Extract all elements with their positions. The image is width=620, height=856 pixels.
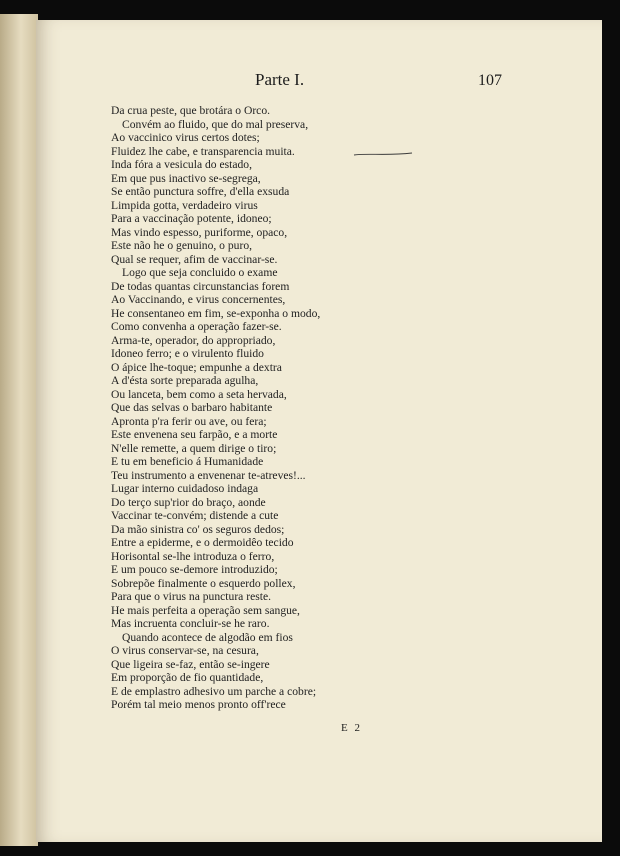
poem-line: Horisontal se-lhe introduza o ferro, — [111, 549, 275, 563]
poem-line: A d'ésta sorte preparada agulha, — [111, 374, 259, 387]
poem-line: Teu instrumento a envenenar te-atreves!... — [111, 468, 306, 482]
poem-line: O ápice lhe-toque; empunhe a dextra — [111, 360, 282, 374]
poem-line: Ao Vaccinando, e virus concernentes, — [111, 293, 286, 306]
poem-line: Este não he o genuino, o puro, — [111, 239, 253, 252]
poem-line: Do terço sup'rior do braço, aonde — [111, 495, 266, 509]
poem-line: Porém tal meio menos pronto off'rece — [111, 698, 286, 711]
poem-line: Idoneo ferro; e o virulento fluido — [111, 347, 264, 360]
poem-line: Logo que seja concluido o exame — [122, 266, 278, 279]
poem-line: E de emplastro adhesivo um parche a cobre; — [111, 684, 317, 698]
poem-line: Mas vindo espesso, puriforme, opaco, — [111, 225, 288, 239]
poem-line: He consentaneo em fim, se-exponha o modo, — [111, 306, 321, 320]
poem-line: Este envenena seu farpão, e a morte — [111, 428, 278, 441]
poem-line: E tu em beneficio á Humanidade — [111, 455, 264, 468]
signature-mark: E 2 — [341, 722, 362, 734]
poem-line: Em proporção de fio quantidade, — [111, 671, 264, 684]
poem-line: O virus conservar-se, na cesura, — [111, 644, 259, 657]
poem-line: Da mão sinistra co' os seguros dedos; — [111, 522, 285, 536]
poem-line: Inda fóra a vesicula do estado, — [111, 158, 252, 171]
poem-line: Qual se requer, afim de vaccinar-se. — [111, 252, 278, 266]
poem-text — [111, 104, 391, 712]
poem-line: Como convenha a operação fazer-se. — [111, 320, 282, 333]
poem-line: Em que pus inactivo se-segrega, — [111, 171, 261, 185]
poem-line: Sobrepõe finalmente o esquerdo pollex, — [111, 576, 296, 590]
poem-line: Convém ao fluido, que do mal preserva, — [122, 117, 309, 131]
poem-line: Mas incruenta concluir-se he raro. — [111, 617, 270, 630]
book-spine — [0, 14, 38, 846]
poem-line: Lugar interno cuidadoso indaga — [111, 482, 259, 495]
poem-line: Que das selvas o barbaro habitante — [111, 401, 273, 414]
poem-line: Vaccinar te-convém; distende a cute — [111, 509, 279, 522]
poem-line: Ou lanceta, bem como a seta hervada, — [111, 387, 287, 401]
page-number: 107 — [478, 72, 502, 89]
poem-line: Para que o virus na punctura reste. — [111, 590, 272, 603]
poem-line: Arma-te, operador, do appropriado, — [111, 333, 276, 347]
poem-line: N'elle remette, a quem dirige o tiro; — [111, 441, 277, 455]
poem-line: Limpida gotta, verdadeiro virus — [111, 198, 258, 212]
poem-line: Apronta p'ra ferir ou ave, ou fera; — [111, 414, 267, 428]
poem-line: He mais perfeita a operação sem sangue, — [111, 603, 300, 617]
poem-line: Quando acontece de algodão em fios — [122, 630, 293, 644]
poem-line: Da crua peste, que brotára o Orco. — [111, 104, 271, 117]
poem-line: E um pouco se-demore introduzido; — [111, 563, 278, 576]
poem-line: Ao vaccinico virus certos dotes; — [111, 131, 260, 144]
poem-line: De todas quantas circunstancias forem — [111, 279, 290, 293]
poem-line: Se então punctura soffre, d'ella exsuda — [111, 185, 290, 198]
poem-line: Fluidez lhe cabe, e transparencia muita. — [111, 144, 295, 158]
poem-line: Entre a epiderme, e o dermoidêo tecido — [111, 536, 294, 549]
pen-underline-mark — [352, 149, 414, 161]
poem-line: Para a vaccinação potente, idoneo; — [111, 212, 272, 225]
poem-line: Que ligeira se-faz, então se-ingere — [111, 657, 270, 671]
running-head-title: Parte I. — [255, 70, 305, 89]
